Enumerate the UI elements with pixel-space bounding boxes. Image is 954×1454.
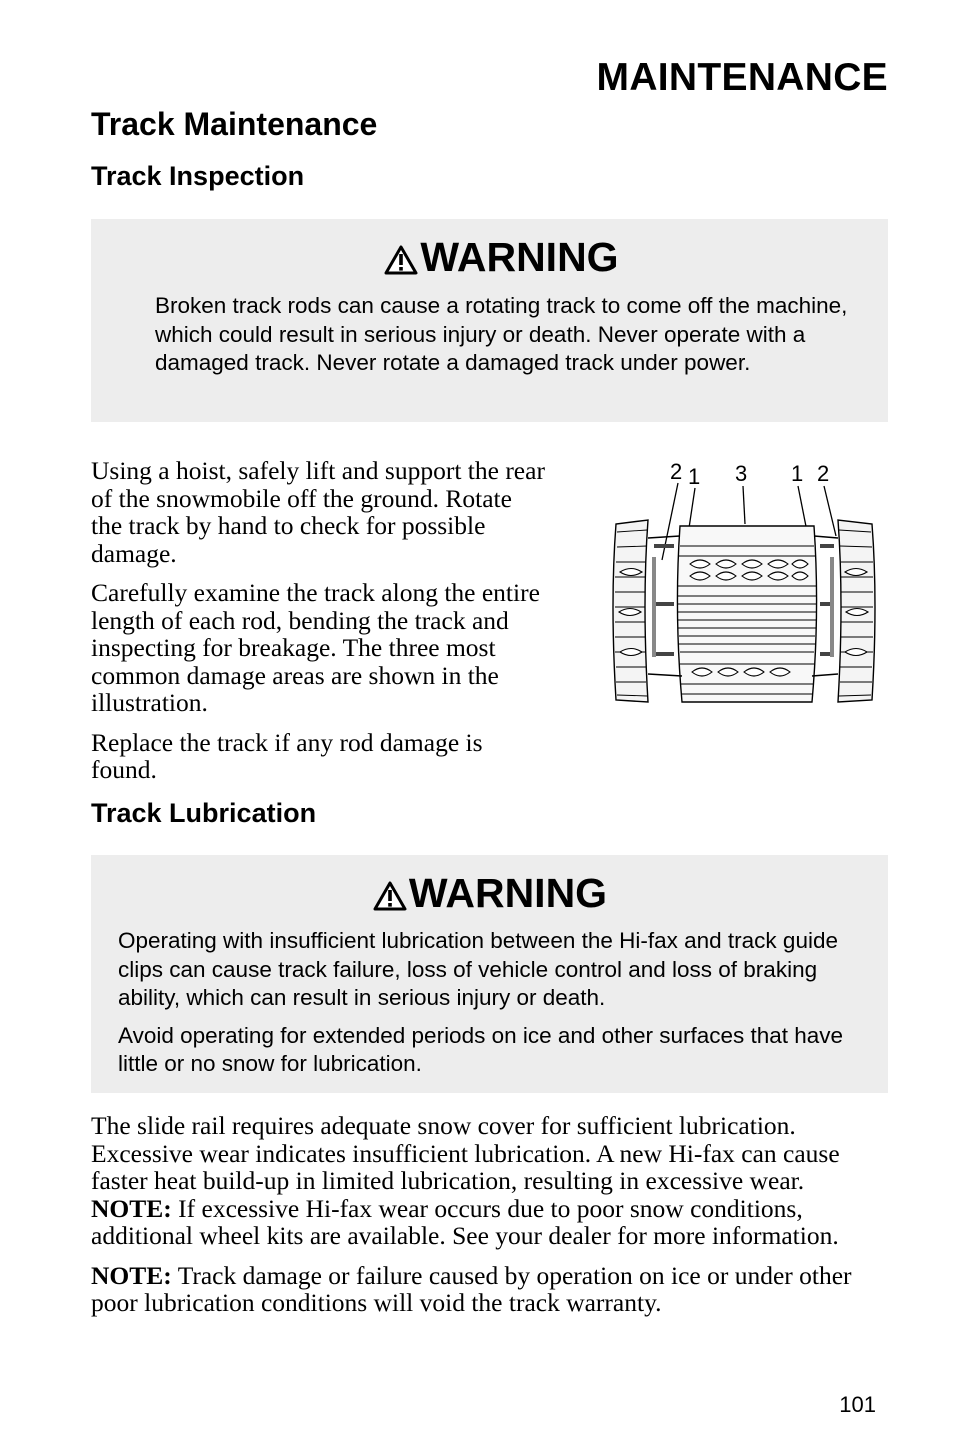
warning-title (155, 234, 848, 280)
warning-text: Broken track rods can cause a rotating track to come off the machine, which could result in serious injury or death. Never operate with a damaged track. Never rotate a damaged track under power. (155, 293, 848, 375)
page-number: 101 (839, 1392, 876, 1417)
lubrication-paragraph-1 (91, 1112, 891, 1250)
warning-text-2: Avoid operating for extended periods on ice and other surfaces that have little or no snow for lubrication. (118, 1022, 844, 1076)
track-inspection-heading: Track Inspection (91, 161, 305, 191)
warning-box-lubrication (91, 855, 888, 1093)
lubrication-paragraph-1-text: The slide rail requires adequate snow cover for sufficient lubrication. Excessive wear indicates insufficient lubrication. A new Hi-fax can cause faster heat build-up in limited lubrication, resulting in excessive wear. (91, 1111, 840, 1195)
track-maintenance-heading: Track Maintenance (91, 106, 378, 142)
lubrication-paragraph-2 (91, 1262, 891, 1317)
inspection-paragraph-1: Using a hoist, safely lift and support the rear of the snowmobile off the ground. Rotate the track by hand to check for possible damage. (91, 456, 545, 568)
warning-title (118, 870, 882, 916)
warning-box-broken-rods (91, 219, 888, 422)
note-label: NOTE: (91, 1193, 172, 1223)
callout-label: 1 (791, 461, 804, 486)
track-damage-illustration (602, 452, 892, 707)
track-illustration (602, 452, 892, 707)
callout-label: 1 (688, 464, 701, 489)
inspection-paragraph-3: Replace the track if any rod damage is found. (91, 727, 483, 784)
section-header: MAINTENANCE (596, 56, 888, 99)
callout-label: 2 (670, 459, 683, 484)
warning-text-1: Operating with insufficient lubrication between the Hi-fax and track guide clips can cause track failure, loss of vehicle control and loss of braking ability, which can result in serious injury or death. (118, 928, 838, 1010)
warning-triangle-icon (373, 881, 407, 911)
track-lubrication-heading: Track Lubrication (91, 798, 317, 828)
inspection-paragraph-2: Carefully examine the track along the entire length of each rod, bending the track and inspecting for breakage. The three most common damage areas are shown in the illustration. (91, 578, 540, 717)
callout-label: 3 (735, 461, 748, 486)
lubrication-text (91, 1112, 891, 1317)
callout-label: 2 (817, 461, 830, 486)
warning-title-text: WARNING (420, 234, 619, 280)
inspection-text-column (91, 457, 546, 784)
note-label: NOTE: (91, 1260, 172, 1290)
note-text: If excessive Hi-fax wear occurs due to poor snow conditions, additional wheel kits are available. See your dealer for more information. (91, 1193, 839, 1250)
warning-title-text: WARNING (408, 870, 608, 916)
warranty-note-text: Track damage or failure caused by operation on ice or under other poor lubrication conditions will void the track warranty. (91, 1260, 852, 1317)
warning-triangle-icon (384, 245, 418, 275)
